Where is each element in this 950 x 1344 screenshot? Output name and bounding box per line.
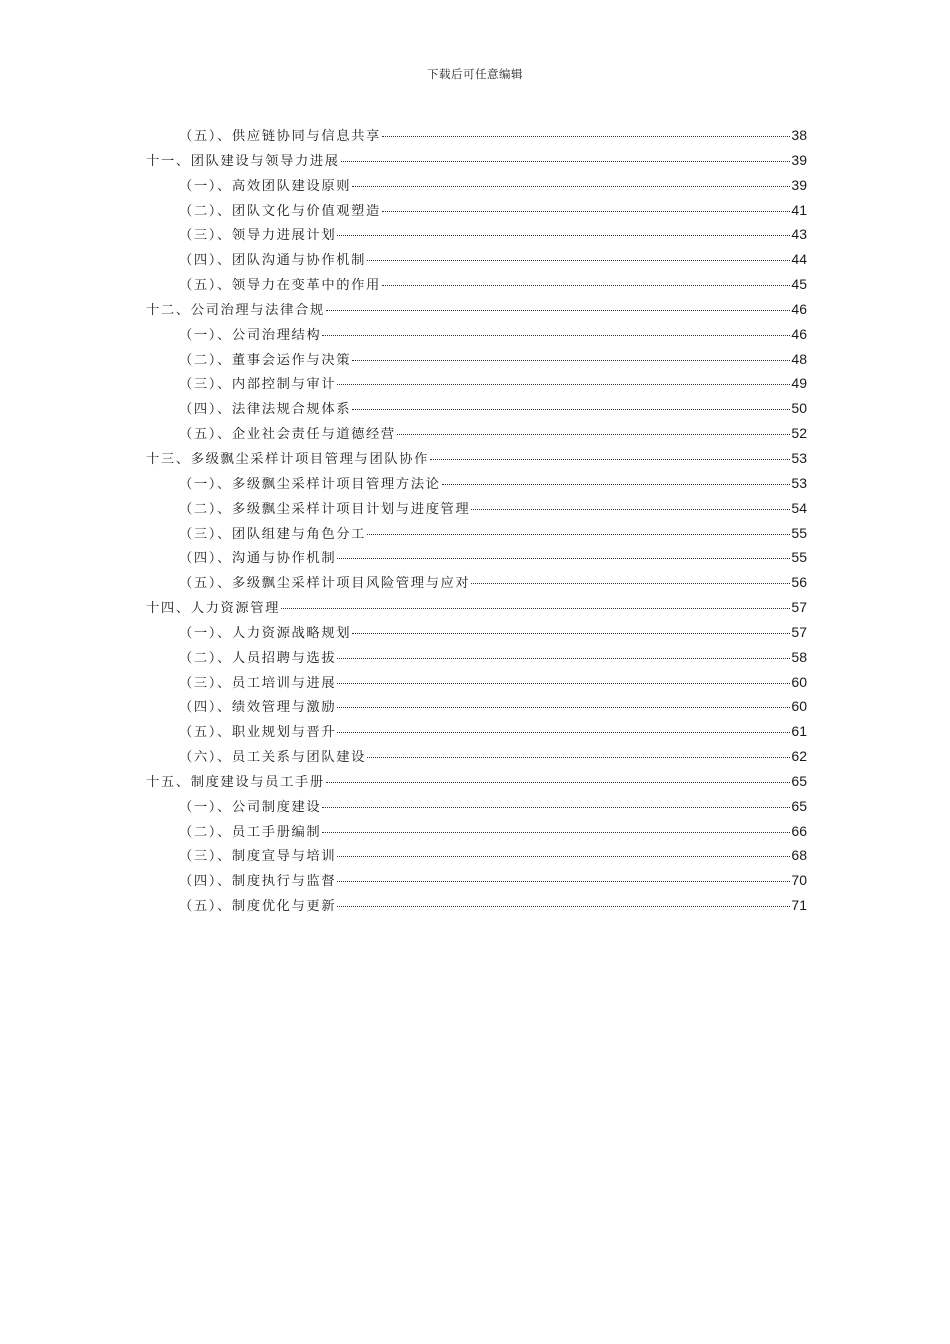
toc-section-entry[interactable] — [146, 796, 807, 821]
toc-entry-page-number: 55 — [791, 524, 807, 541]
toc-section-entry[interactable] — [146, 721, 807, 746]
toc-dot-leader — [337, 856, 790, 857]
toc-entry-page-number: 46 — [791, 300, 807, 317]
toc-entry-title: （三）、领导力进展计划 — [179, 228, 337, 244]
toc-entry-title: （五）、多级飘尘采样计项目风险管理与应对 — [179, 576, 471, 592]
toc-entry-title: （四）、绩效管理与激励 — [179, 700, 337, 716]
toc-section-entry[interactable] — [146, 845, 807, 870]
toc-dot-leader — [352, 186, 790, 187]
toc-entry-page-number: 48 — [791, 350, 807, 367]
toc-chapter-entry[interactable] — [146, 299, 807, 324]
toc-chapter-entry[interactable] — [146, 597, 807, 622]
toc-entry-page-number: 65 — [791, 797, 807, 814]
toc-entry-title: （四）、沟通与协作机制 — [179, 551, 337, 567]
toc-entry-page-number: 61 — [791, 723, 807, 740]
toc-section-entry[interactable] — [146, 821, 807, 846]
toc-dot-leader — [352, 633, 790, 634]
toc-entry-page-number: 49 — [791, 375, 807, 392]
toc-section-entry[interactable] — [146, 746, 807, 771]
toc-entry-page-number: 62 — [791, 748, 807, 765]
toc-entry-title: （五）、领导力在变革中的作用 — [179, 278, 381, 294]
toc-entry-title: （五）、制度优化与更新 — [179, 899, 337, 915]
toc-dot-leader — [281, 608, 790, 609]
toc-entry-page-number: 46 — [791, 325, 807, 342]
toc-section-entry[interactable] — [146, 870, 807, 895]
toc-dot-leader — [337, 881, 790, 882]
toc-section-entry[interactable] — [146, 324, 807, 349]
toc-entry-page-number: 38 — [791, 127, 807, 143]
toc-section-entry[interactable] — [146, 349, 807, 374]
toc-entry-title: （一）、高效团队建设原则 — [179, 178, 352, 194]
toc-entry-title: （二）、董事会运作与决策 — [179, 352, 352, 368]
toc-entry-title: （五）、职业规划与晋升 — [179, 725, 337, 741]
toc-dot-leader — [352, 360, 790, 361]
toc-entry-page-number: 50 — [791, 400, 807, 417]
toc-entry-page-number: 39 — [791, 151, 807, 168]
toc-chapter-entry[interactable] — [146, 448, 807, 473]
toc-section-entry[interactable] — [146, 125, 807, 150]
toc-entry-page-number: 57 — [791, 599, 807, 616]
toc-entry-title: （五）、企业社会责任与道德经营 — [179, 427, 396, 443]
toc-dot-leader — [430, 459, 790, 460]
toc-entry-page-number: 53 — [791, 474, 807, 491]
toc-dot-leader — [341, 161, 791, 162]
toc-chapter-entry[interactable] — [146, 150, 807, 175]
toc-section-entry[interactable] — [146, 373, 807, 398]
toc-dot-leader — [382, 285, 791, 286]
toc-entry-title: 十二、公司治理与法律合规 — [146, 302, 325, 318]
toc-dot-leader — [326, 310, 791, 311]
toc-entry-page-number: 68 — [791, 847, 807, 864]
toc-entry-title: 十一、团队建设与领导力进展 — [146, 153, 340, 169]
toc-chapter-entry[interactable] — [146, 771, 807, 796]
toc-section-entry[interactable] — [146, 249, 807, 274]
toc-section-entry[interactable] — [146, 473, 807, 498]
toc-dot-leader — [337, 658, 790, 659]
toc-section-entry[interactable] — [146, 523, 807, 548]
toc-entry-page-number: 57 — [791, 623, 807, 640]
toc-entry-title: （五）、供应链协同与信息共享 — [179, 129, 381, 144]
toc-entry-page-number: 54 — [791, 499, 807, 516]
toc-dot-leader — [337, 558, 790, 559]
toc-entry-title: 十四、人力资源管理 — [146, 601, 281, 617]
toc-dot-leader — [322, 807, 790, 808]
toc-entry-page-number: 71 — [791, 897, 807, 914]
toc-entry-title: （三）、制度宣导与培训 — [179, 849, 337, 865]
toc-dot-leader — [367, 757, 790, 758]
toc-entry-title: （三）、团队组建与角色分工 — [179, 526, 367, 542]
toc-entry-title: （六）、员工关系与团队建设 — [179, 750, 367, 766]
toc-entry-title: 十三、多级飘尘采样计项目管理与团队协作 — [146, 451, 430, 467]
toc-entry-title: （四）、团队沟通与协作机制 — [179, 253, 367, 269]
toc-dot-leader — [442, 484, 791, 485]
toc-dot-leader — [337, 906, 790, 907]
toc-entry-page-number: 60 — [791, 673, 807, 690]
toc-dot-leader — [326, 782, 791, 783]
toc-entry-page-number: 55 — [791, 549, 807, 566]
toc-entry-page-number: 58 — [791, 648, 807, 665]
toc-section-entry[interactable] — [146, 647, 807, 672]
toc-entry-page-number: 56 — [791, 574, 807, 591]
toc-section-entry[interactable] — [146, 224, 807, 249]
toc-dot-leader — [471, 583, 790, 584]
toc-entry-title: （一）、公司治理结构 — [179, 327, 322, 343]
toc-entry-title: （二）、多级飘尘采样计项目计划与进度管理 — [179, 501, 471, 517]
toc-dot-leader — [322, 832, 790, 833]
toc-entry-page-number: 52 — [791, 425, 807, 442]
toc-entry-page-number: 44 — [791, 251, 807, 268]
toc-dot-leader — [367, 260, 790, 261]
toc-entry-page-number: 66 — [791, 822, 807, 839]
toc-dot-leader — [382, 211, 791, 212]
toc-dot-leader — [337, 683, 790, 684]
toc-entry-page-number: 39 — [791, 176, 807, 193]
toc-section-entry[interactable] — [146, 547, 807, 572]
toc-entry-page-number: 70 — [791, 872, 807, 889]
toc-section-entry[interactable] — [146, 572, 807, 597]
toc-section-entry[interactable] — [146, 175, 807, 200]
toc-dot-leader — [367, 534, 790, 535]
toc-dot-leader — [337, 384, 790, 385]
table-of-contents — [146, 125, 807, 920]
toc-entry-title: （三）、内部控制与审计 — [179, 377, 337, 393]
toc-section-entry[interactable] — [146, 200, 807, 225]
toc-dot-leader — [471, 509, 790, 510]
toc-entry-title: （三）、员工培训与进展 — [179, 675, 337, 691]
toc-entry-title: 十五、制度建设与员工手册 — [146, 774, 325, 790]
toc-section-entry[interactable] — [146, 622, 807, 647]
toc-entry-page-number: 45 — [791, 276, 807, 293]
toc-section-entry[interactable] — [146, 423, 807, 448]
toc-entry-title: （一）、公司制度建设 — [179, 799, 322, 815]
toc-dot-leader — [337, 732, 790, 733]
toc-section-entry[interactable] — [146, 274, 807, 299]
toc-entry-title: （四）、制度执行与监督 — [179, 874, 337, 890]
toc-entry-title: （一）、人力资源战略规划 — [179, 625, 352, 641]
toc-entry-title: （一）、多级飘尘采样计项目管理方法论 — [179, 476, 441, 492]
toc-dot-leader — [337, 707, 790, 708]
toc-dot-leader — [322, 335, 790, 336]
toc-entry-page-number: 53 — [791, 449, 807, 466]
toc-section-entry[interactable] — [146, 696, 807, 721]
toc-section-entry[interactable] — [146, 398, 807, 423]
toc-entry-title: （二）、团队文化与价值观塑造 — [179, 203, 381, 219]
toc-dot-leader — [397, 434, 791, 435]
toc-entry-page-number: 65 — [791, 772, 807, 789]
toc-section-entry[interactable] — [146, 498, 807, 523]
toc-section-entry[interactable] — [146, 895, 807, 920]
toc-dot-leader — [382, 136, 791, 137]
toc-dot-leader — [337, 235, 790, 236]
toc-entry-title: （四）、法律法规合规体系 — [179, 402, 352, 418]
page-header: 下载后可任意编辑 — [427, 67, 523, 81]
toc-section-entry[interactable] — [146, 672, 807, 697]
toc-dot-leader — [352, 409, 790, 410]
toc-entry-page-number: 43 — [791, 226, 807, 243]
toc-entry-page-number: 60 — [791, 698, 807, 715]
toc-entry-title: （二）、人员招聘与选拔 — [179, 650, 337, 666]
toc-entry-page-number: 41 — [791, 201, 807, 218]
toc-entry-title: （二）、员工手册编制 — [179, 824, 322, 840]
